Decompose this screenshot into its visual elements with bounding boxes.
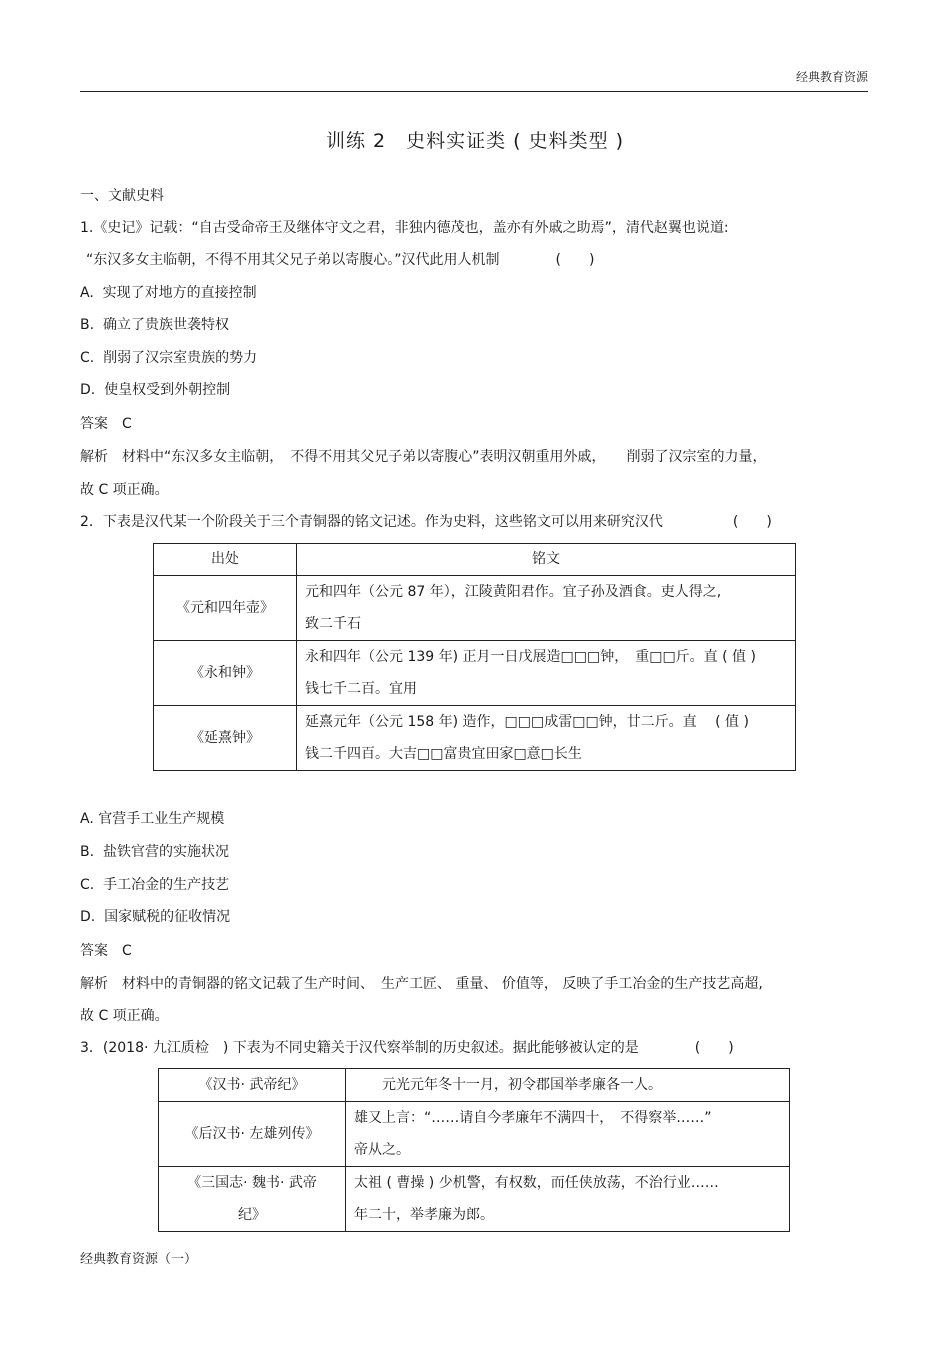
page-title: 训练 2 史料实证类 ( 史料类型 )	[325, 130, 625, 152]
q3-table	[158, 1068, 790, 1232]
table-cell-inscription	[297, 706, 796, 771]
source-line: 纪》	[238, 1207, 266, 1223]
table-row	[154, 576, 796, 641]
inscription-line: 延熹元年（公元 158 年) 造作，□□□成雷□□钟，廿二斤。直 ( 值 )	[305, 714, 749, 730]
q1-answer: 答案 C	[80, 416, 132, 432]
table-cell-inscription	[297, 576, 796, 641]
table-cell-source: 《元和四年壶》	[154, 576, 297, 641]
source-line: 《汉书· 武帝纪》	[198, 1077, 306, 1093]
q2-analysis-line2: 故 C 项正确。	[80, 1008, 169, 1024]
text-line: 太祖 ( 曹操 ) 少机警，有权数，而任侠放荡，不治行业……	[354, 1175, 719, 1191]
table-row	[159, 1102, 790, 1167]
inscription-line: 钱二千四百。大吉□□富贵宜田家□意□长生	[305, 746, 582, 762]
q2-table	[153, 543, 796, 771]
source-line: 《三国志· 魏书· 武帝	[187, 1175, 317, 1191]
inscription-line: 致二千石	[305, 616, 361, 632]
table-cell-source: 《永和钟》	[154, 641, 297, 706]
text-line: 元光元年冬十一月，初令郡国举孝廉各一人。	[354, 1077, 662, 1093]
table-cell-source: 《延熹钟》	[154, 706, 297, 771]
q2-option-d: D. 国家赋税的征收情况	[80, 909, 231, 925]
table-row	[154, 641, 796, 706]
q2-option-b: B. 盐铁官营的实施状况	[80, 844, 229, 860]
table-cell-text	[346, 1167, 790, 1232]
table-header-inscription: 铭文	[297, 544, 796, 576]
inscription-line: 永和四年（公元 139 年) 正月一日戊展造□□□钟， 重□□斤。直 ( 值 )	[305, 649, 756, 665]
table-row	[159, 1167, 790, 1232]
q1-option-b: B. 确立了贵族世袭特权	[80, 317, 229, 333]
inscription-line: 元和四年（公元 87 年），江陵黄阳君作。宜子孙及酒食。吏人得之,	[305, 584, 722, 600]
table-row	[154, 706, 796, 771]
table-header-source: 出处	[154, 544, 297, 576]
table-cell-text	[346, 1102, 790, 1167]
table-cell-inscription	[297, 641, 796, 706]
q2-option-c: C. 手工冶金的生产技艺	[80, 877, 230, 893]
text-line: 年二十，举孝廉为郎。	[354, 1207, 494, 1223]
header-source: 经典教育资源	[795, 70, 868, 84]
q2-stem: 2．下表是汉代某一个阶段关于三个青铜器的铭文记述。作为史料，这些铭文可以用来研究汉代 ( )	[80, 514, 772, 530]
q2-option-a: A. 官营手工业生产规模	[80, 811, 225, 827]
table-cell-source	[159, 1102, 346, 1167]
q3-stem: 3．(2018· 九江质检 ) 下表为不同史籍关于汉代察举制的历史叙述。据此能够被认定的是 ( )	[80, 1040, 734, 1056]
q1-option-d: D. 使皇权受到外朝控制	[80, 382, 231, 398]
q1-stem-line2: “东汉多女主临朝，不得不用其父兄子弟以寄腹心。”汉代此用人机制 ( )	[86, 252, 595, 268]
q1-analysis-line2: 故 C 项正确。	[80, 482, 169, 498]
q2-analysis-line1: 解析 材料中的青铜器的铭文记载了生产时间、 生产工匠、 重量、 价值等， 反映了手工冶金的生产技艺高超,	[80, 976, 763, 992]
q1-analysis-line1: 解析 材料中“东汉多女主临朝， 不得不用其父兄子弟以寄腹心”表明汉朝重用外戚， 削弱了汉宗室的力量，	[80, 449, 767, 465]
table-cell-source	[159, 1069, 346, 1102]
header-rule	[80, 91, 868, 92]
table-header-row	[154, 544, 796, 576]
table-cell-source	[159, 1167, 346, 1232]
footer-source: 经典教育资源（一）	[80, 1252, 198, 1267]
q1-option-a: A. 实现了对地方的直接控制	[80, 285, 257, 301]
inscription-line: 钱七千二百。宜用	[305, 681, 417, 697]
text-line: 雄又上言：“……请自今孝廉年不满四十， 不得察举……”	[354, 1110, 712, 1126]
source-line: 《后汉书· 左雄列传》	[184, 1126, 320, 1142]
table-row	[159, 1069, 790, 1102]
table-cell-text	[346, 1069, 790, 1102]
section-heading: 一、文献史料	[80, 188, 164, 204]
q1-option-c: C. 削弱了汉宗室贵族的势力	[80, 350, 258, 366]
q1-stem-line1: 1.《史记》记载：“自古受命帝王及继体守文之君，非独内德茂也，盖亦有外戚之助焉”，清代赵翼也说道:	[80, 220, 729, 236]
text-line: 帝从之。	[354, 1142, 410, 1158]
q2-answer: 答案 C	[80, 943, 132, 959]
